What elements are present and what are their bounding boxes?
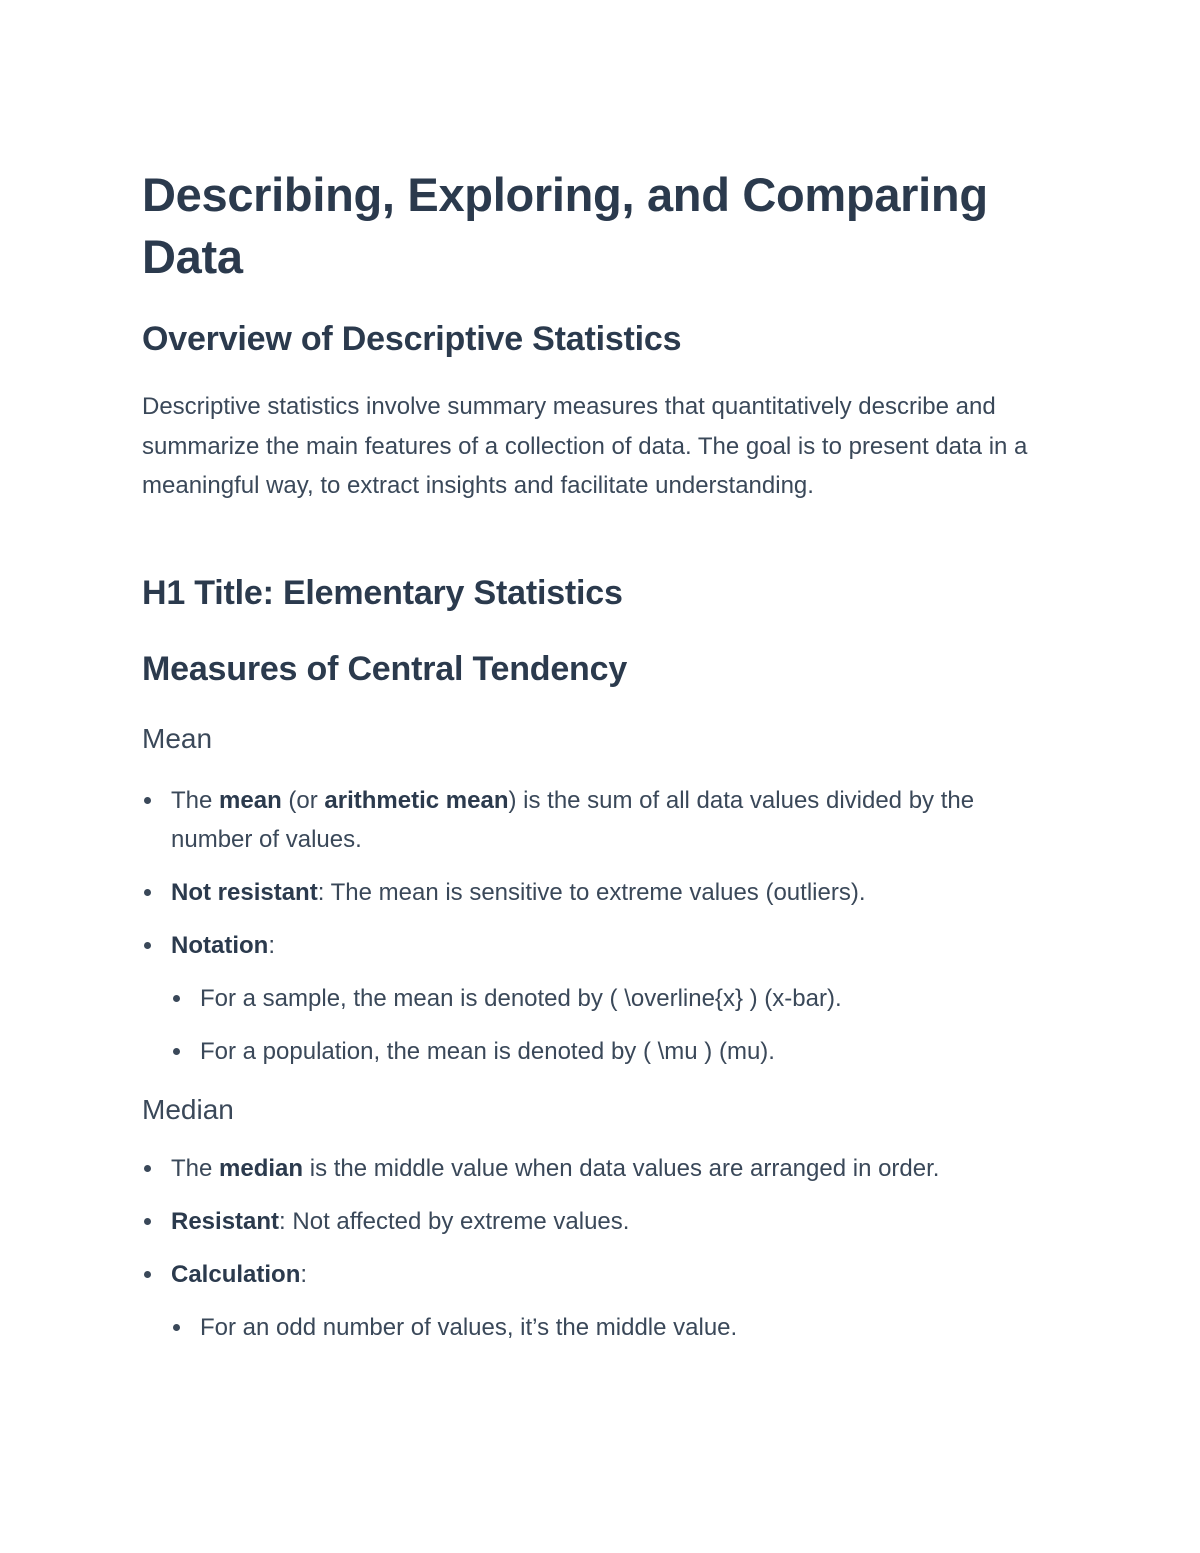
document-title: Describing, Exploring, and Comparing Data <box>142 168 988 283</box>
list-item: The median is the middle value when data values are arranged in order. <box>142 1149 1062 1188</box>
term-mean: mean <box>219 787 282 814</box>
term-arithmetic-mean: arithmetic mean <box>324 787 509 814</box>
list-item: The mean (or arithmetic mean) is the sum of all data values divided by the number of values. <box>142 781 1062 859</box>
term-median: median <box>219 1155 304 1182</box>
term-calculation: Calculation <box>171 1261 301 1288</box>
list-item: Notation: <box>142 926 1062 965</box>
list-item: Resistant: Not affected by extreme values. <box>142 1202 1062 1241</box>
overview-heading: Overview of Descriptive Statistics <box>142 320 682 358</box>
list-item: For a population, the mean is denoted by ( \mu ) (mu). <box>142 1032 1062 1071</box>
list-item: Not resistant: The mean is sensitive to extreme values (outliers). <box>142 873 1062 912</box>
list-item: Calculation: <box>142 1255 1062 1294</box>
term-not-resistant: Not resistant <box>171 879 318 906</box>
term-notation: Notation <box>171 932 269 959</box>
h1-title-heading: H1 Title: Elementary Statistics <box>142 574 623 612</box>
overview-paragraph: Descriptive statistics involve summary measures that quantitatively describe and summarize the main features of a collection of data. The goal is to present data in a meaningful way, to extract insights and facilitate understanding. <box>142 393 1028 499</box>
central-tendency-heading: Measures of Central Tendency <box>142 650 628 688</box>
mean-list <box>142 781 1062 1071</box>
median-list <box>142 1149 1062 1347</box>
list-item: For a sample, the mean is denoted by ( \overline{x} ) (x-bar). <box>142 979 1062 1018</box>
mean-heading: Mean <box>142 723 213 754</box>
term-resistant: Resistant <box>171 1208 280 1235</box>
list-item: For an odd number of values, it’s the middle value. <box>142 1308 1062 1347</box>
median-heading: Median <box>142 1094 234 1125</box>
